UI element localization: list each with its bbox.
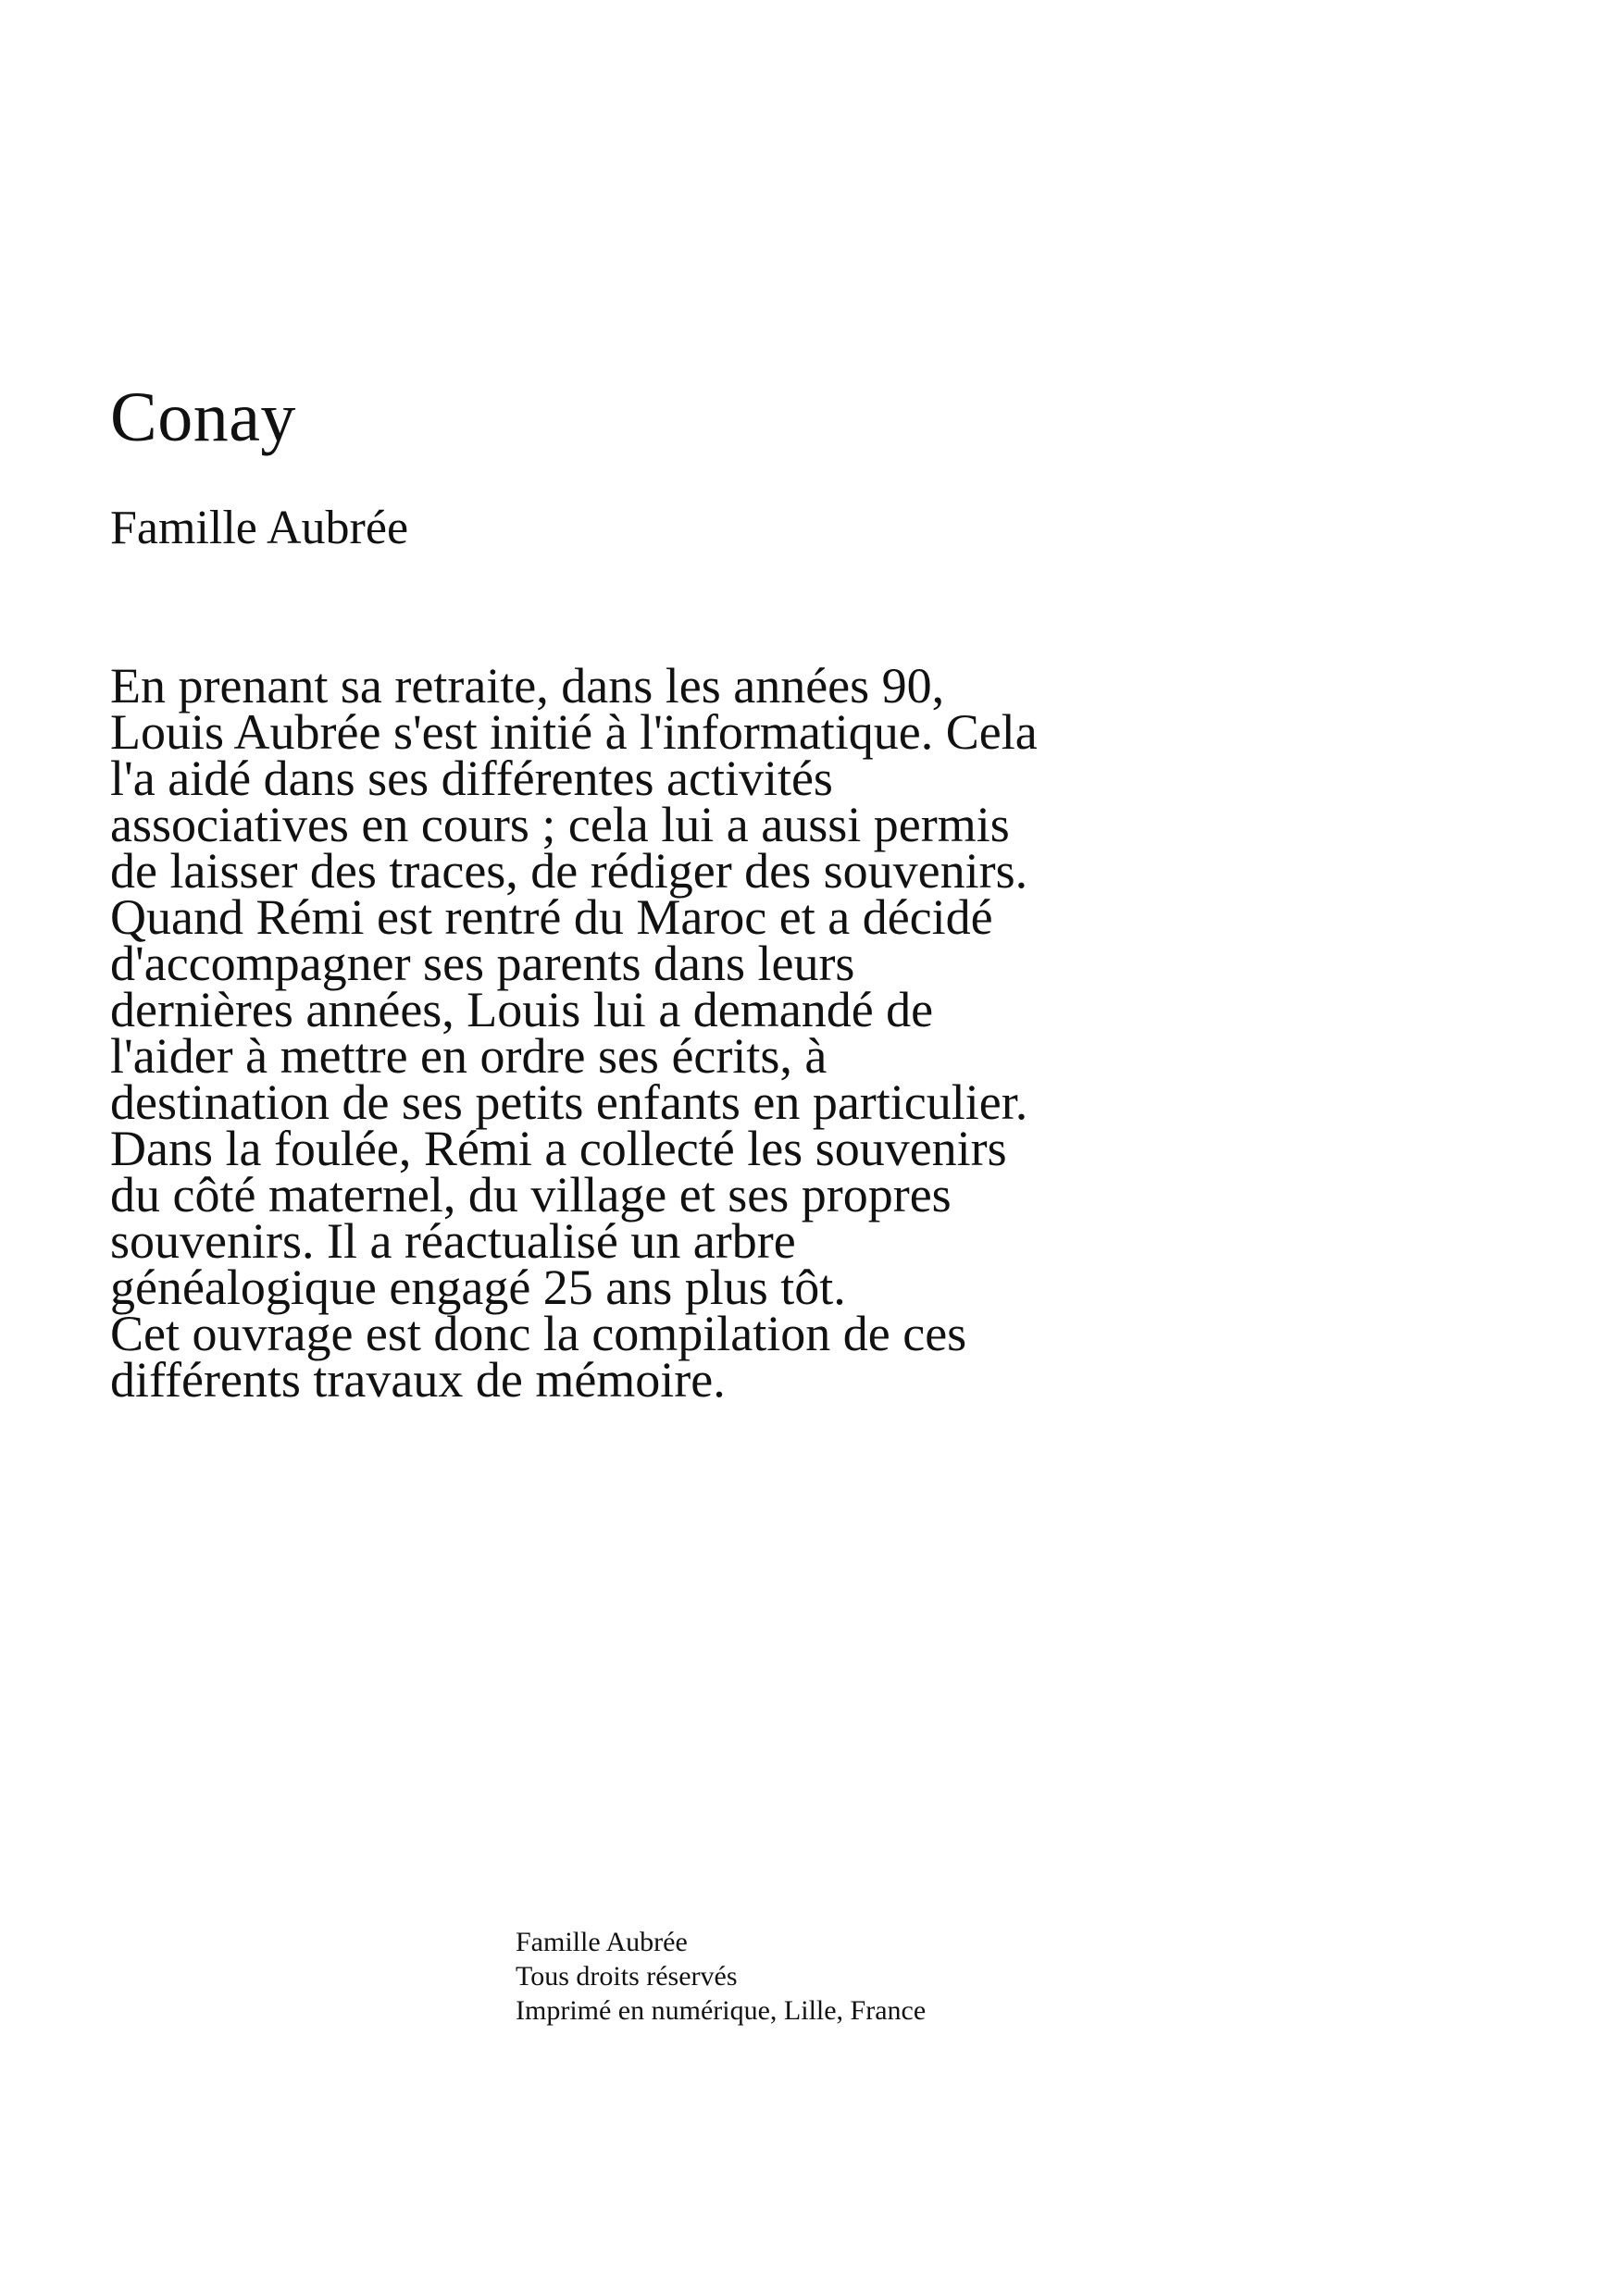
body-line: différents travaux de mémoire. [110,1352,726,1408]
body-line: l'a aidé dans ses différentes activités [110,751,833,806]
body-line: En prenant sa retraite, dans les années 90, [110,658,945,714]
body-line: du côté maternel, du village et ses propres [110,1167,952,1222]
body-line: Dans la foulée, Rémi a collecté les souvenirs [110,1121,1007,1176]
body-line: souvenirs. Il a réactualisé un arbre [110,1213,796,1269]
body-line: associatives en cours ; cela lui a aussi permis [110,797,1010,852]
page-subtitle: Famille Aubrée [110,502,409,554]
body-line: Quand Rémi est rentré du Maroc et a décidé [110,889,993,945]
body-line: Louis Aubrée s'est initié à l'informatique. Cela [110,704,1038,760]
body-line: de laisser des traces, de rédiger des souvenirs. [110,843,1028,899]
page-title: Conay [110,379,296,456]
body-line: destination de ses petits enfants en particulier. [110,1074,1028,1130]
body-line: généalogique engagé 25 ans plus tôt. [110,1260,846,1315]
body-line: Cet ouvrage est donc la compilation de ces [110,1306,967,1361]
colophon-author: Famille Aubrée [516,1927,688,1957]
colophon-printing: Imprimé en numérique, Lille, France [516,1995,927,2026]
body-paragraph [110,658,1258,1408]
body-line: dernières années, Louis lui a demandé de [110,982,934,1037]
body-line: l'aider à mettre en ordre ses écrits, à [110,1028,828,1084]
colophon [516,1925,926,2028]
body-line: d'accompagner ses parents dans leurs [110,936,855,991]
colophon-rights: Tous droits réservés [516,1961,738,1992]
